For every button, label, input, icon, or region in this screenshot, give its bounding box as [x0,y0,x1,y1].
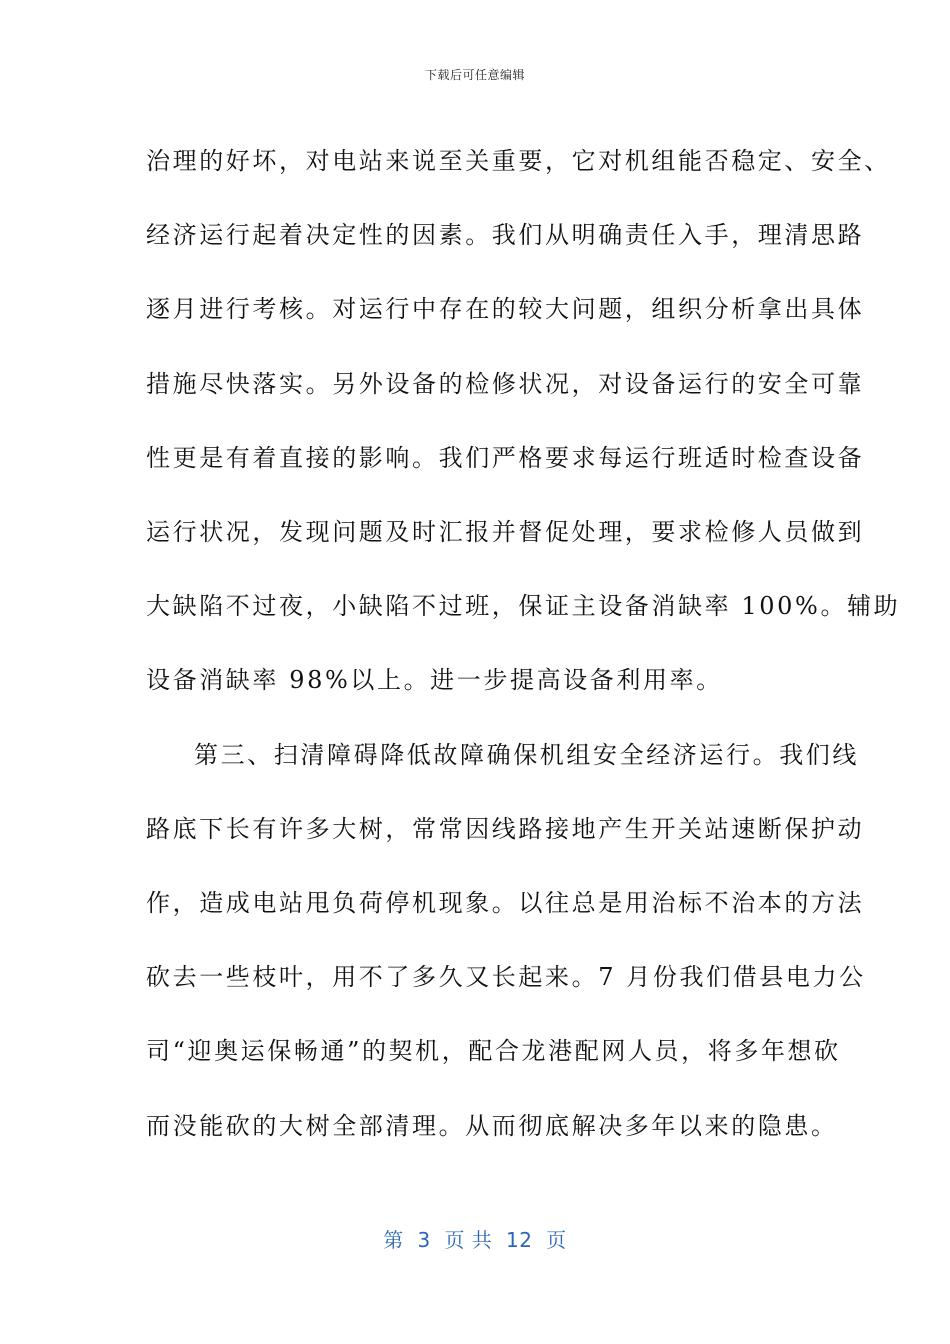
text-line: 司“迎奥运保畅通”的契机，配合龙港配网人员，将多年想砍 [146,1037,841,1066]
text-line: 运行状况，发现问题及时汇报并督促处理，要求检修人员做到 [146,518,865,547]
paragraph-start-line: 第三、扫清障碍降低故障确保机组安全经济运行。我们线 [194,740,859,769]
text-line: 逐月进行考核。对运行中存在的较大问题，组织分析拿出具体 [146,295,865,324]
text-line: 设备消缺率 98%以上。进一步提高设备利用率。 [146,666,723,695]
text-line: 作，造成电站甩负荷停机现象。以往总是用治标不治本的方法 [146,889,865,918]
document-body [146,124,901,1163]
text-line: 路底下长有许多大树，常常因线路接地产生开关站速断保护动 [146,814,865,843]
header-note: 下载后可任意编辑 [424,68,525,82]
text-line: 治理的好坏，对电站来说至关重要，它对机组能否稳定、安全、 [146,147,891,175]
text-line: 大缺陷不过夜，小缺陷不过班，保证主设备消缺率 100%。辅助 [146,592,901,621]
text-line: 而没能砍的大树全部清理。从而彻底解决多年以来的隐患。 [146,1111,838,1140]
text-line: 砍去一些枝叶，用不了多久又长起来。7 月份我们借县电力公 [146,963,866,992]
text-line: 经济运行起着决定性的因素。我们从明确责任入手，理清思路 [146,221,865,250]
text-line: 性更是有着直接的影响。我们严格要求每运行班适时检查设备 [146,443,865,472]
text-line: 措施尽快落实。另外设备的检修状况，对设备运行的安全可靠 [146,369,865,398]
page-number-footer: 第 3 页 共 12 页 [383,1228,567,1252]
